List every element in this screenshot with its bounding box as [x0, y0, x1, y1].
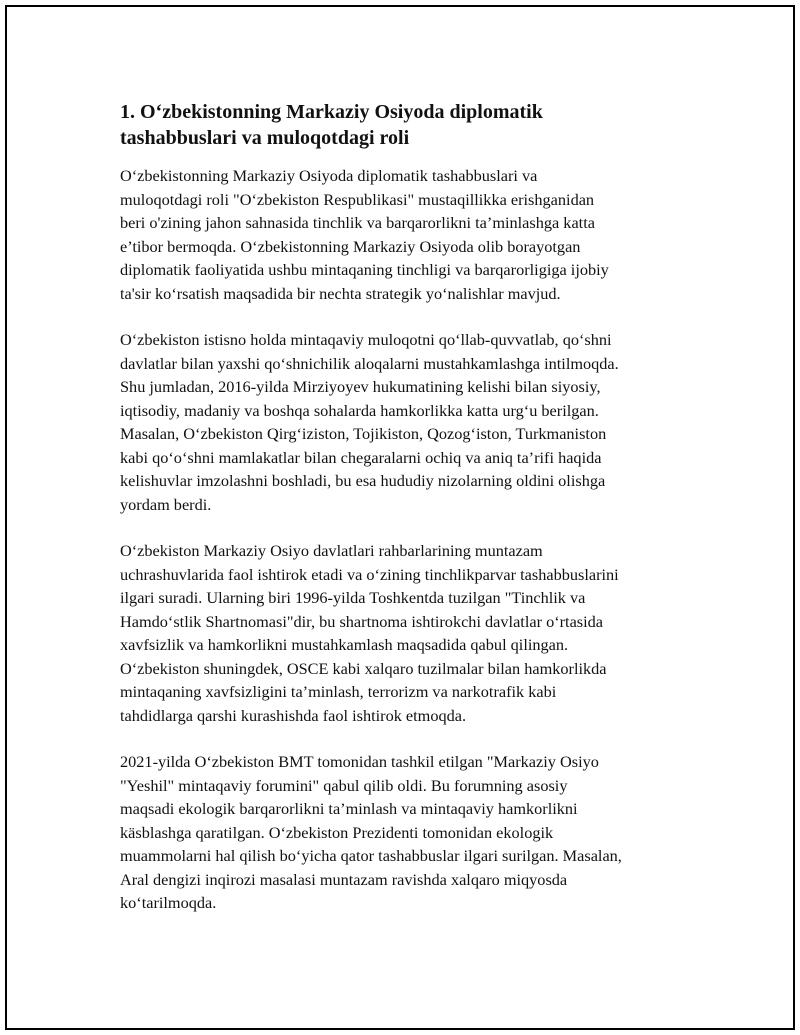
paragraph-4 [120, 750, 702, 915]
paragraph-1 [120, 164, 702, 305]
text-line: tahdidlarga qarshi kurashishda faol ishtirok etmoqda. [120, 705, 467, 725]
text-line: e’tibor bermoqda. O‘zbekistonning Markaziy Osiyoda olib borayotgan [120, 236, 581, 256]
text-line: xavfsizlik va hamkorlikni mustahkamlash maqsadida qabul qilingan. [120, 635, 569, 654]
text-line: O‘zbekiston istisno holda mintaqaviy muloqotni qo‘llab-quvvatlab, qo‘shni [120, 330, 612, 349]
text-line: O‘zbekiston shuningdek, OSCE kabi xalqaro tuzilmalar bilan hamkorlikda [120, 658, 607, 678]
text-line: ilgari suradi. Ularning biri 1996-yilda Toshkentda tuzilgan "Tinchlik va [120, 588, 586, 607]
text-line: davlatlar bilan yaxshi qo‘shnichilik aloqalarni mustahkamlashga intilmoqda. [120, 353, 619, 373]
text-line: maqsadi ekologik barqarorlikni ta’minlash va mintaqaviy hamkorlikni [120, 799, 578, 818]
text-line: kabi qo‘o‘shni mamlakatlar bilan chegaralarni ochiq va aniq ta’rifi haqida [120, 447, 602, 467]
text-line: muloqotdagi roli "O‘zbekiston Respublikasi" mustaqillikka erishganidan [120, 189, 595, 209]
text-line: O‘zbekiston Markaziy Osiyo davlatlari rahbarlarining muntazam [120, 541, 543, 560]
text-line: iqtisodiy, madaniy va boshqa sohalarda hamkorlikka katta urg‘u berilgan. [120, 400, 599, 420]
text-line: mintaqaning xavfsizligini ta’minlash, terrorizm va narkotrafik kabi [120, 682, 557, 701]
text-line: uchrashuvlarida faol ishtirok etadi va o‘zining tinchlikparvar tashabbuslarini [120, 564, 619, 584]
text-line: kelishuvlar imzolashni boshladi, bu esa hududiy nizolarning oldini olishga [120, 471, 606, 490]
text-line: Hamdo‘stlik Shartnomasi"dir, bu shartnoma ishtirokchi davlatlar o‘rtasida [120, 611, 604, 631]
heading-line: tashabbuslari va muloqotdagi roli [120, 127, 410, 149]
text-line: ko‘tarilmoqda. [120, 893, 217, 912]
paragraph-2 [120, 328, 702, 516]
text-line: beri o'zining jahon sahnasida tinchlik va barqarorlikni ta’minlashga katta [120, 213, 595, 232]
text-line: diplomatik faoliyatida ushbu mintaqaning tinchligi va barqarorligiga ijobiy [120, 260, 609, 279]
text-line: ta'sir ko‘rsatish maqsadida bir nechta strategik yo‘nalishlar mavjud. [120, 283, 561, 303]
page-frame [5, 5, 795, 1030]
text-line: 2021-yilda O‘zbekiston BMT tomonidan tashkil etilgan "Markaziy Osiyo [120, 752, 599, 771]
heading-line: 1. O‘zbekistonning Markaziy Osiyoda diplomatik [120, 101, 543, 123]
text-line: Shu jumladan, 2016-yilda Mirziyoyev hukumatining kelishi bilan siyosiy, [120, 377, 601, 396]
text-line: Aral dengizi inqirozi masalasi muntazam ravishda xalqaro miqyosda [120, 869, 568, 889]
text-line: käsblashga qaratilgan. O‘zbekiston Prezidenti tomonidan ekologik [120, 822, 554, 842]
text-line: yordam berdi. [120, 494, 212, 514]
text-line: "Yeshil" mintaqaviy forumini" qabul qilib oldi. Bu forumning asosiy [120, 775, 568, 795]
text-line: Masalan, O‘zbekiston Qirg‘iziston, Tojikiston, Qozog‘iston, Turkmaniston [120, 424, 607, 443]
text-line: O‘zbekistonning Markaziy Osiyoda diplomatik tashabbuslari va [120, 166, 538, 185]
section-heading [120, 99, 702, 151]
document-body [120, 99, 702, 938]
text-line: muammolarni hal qilish bo‘yicha qator tashabbuslar ilgari surilgan. Masalan, [120, 846, 622, 865]
paragraph-3 [120, 539, 702, 727]
